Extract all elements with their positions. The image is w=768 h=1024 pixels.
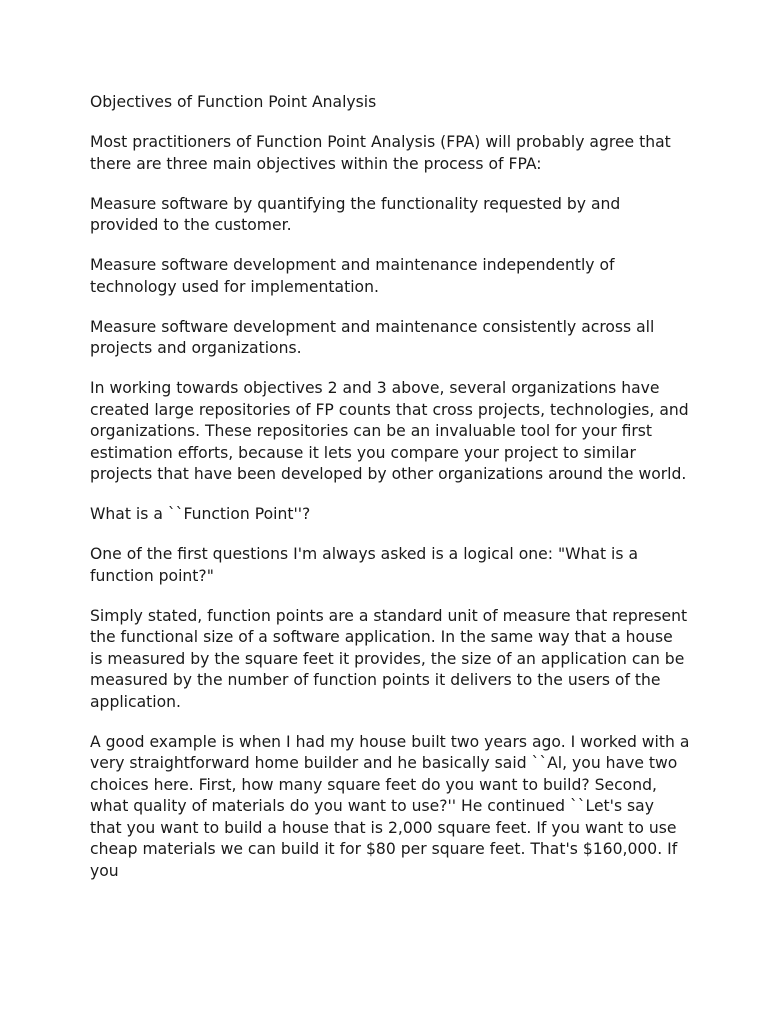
paragraph-objective-2: Measure software development and maintenance independently of technology used for implementation. <box>90 256 615 296</box>
section-heading-function-point: What is a ``Function Point''? <box>90 505 311 523</box>
paragraph-intro: Most practitioners of Function Point Analysis (FPA) will probably agree that there are three main objectives within the process of FPA: <box>90 133 671 173</box>
paragraph-objective-1: Measure software by quantifying the functionality requested by and provided to the customer. <box>90 194 621 234</box>
paragraph-definition: Simply stated, function points are a standard unit of measure that represent the functional size of a software application. In the same way that a house is measured by the square feet it provides, the size of an application can be measured by the number of function points it delivers to the users of the application. <box>90 606 688 711</box>
paragraph-question: One of the first questions I'm always asked is a logical one: "What is a function point?" <box>90 545 639 585</box>
paragraph-objective-3: Measure software development and maintenance consistently across all projects and organizations. <box>90 317 655 357</box>
document-body <box>90 92 690 901</box>
paragraph-repositories: In working towards objectives 2 and 3 above, several organizations have created large repositories of FP counts that cross projects, technologies, and organizations. These repositories can be an invaluable tool for your first estimation efforts, because it lets you compare your project to similar projects that have been developed by other organizations around the world. <box>90 379 689 483</box>
document-title: Objectives of Function Point Analysis <box>90 93 377 111</box>
paragraph-house-example: A good example is when I had my house built two years ago. I worked with a very straightforward home builder and he basically said ``Al, you have two choices here. First, how many square feet do you want to build? Second, what quality of materials do you want to use?'' He continued ``Let's say that you want to build a house that is 2,000 square feet. If you want to use cheap materials we can build it for $80 per square feet. That's $160,000. If you <box>90 732 690 880</box>
